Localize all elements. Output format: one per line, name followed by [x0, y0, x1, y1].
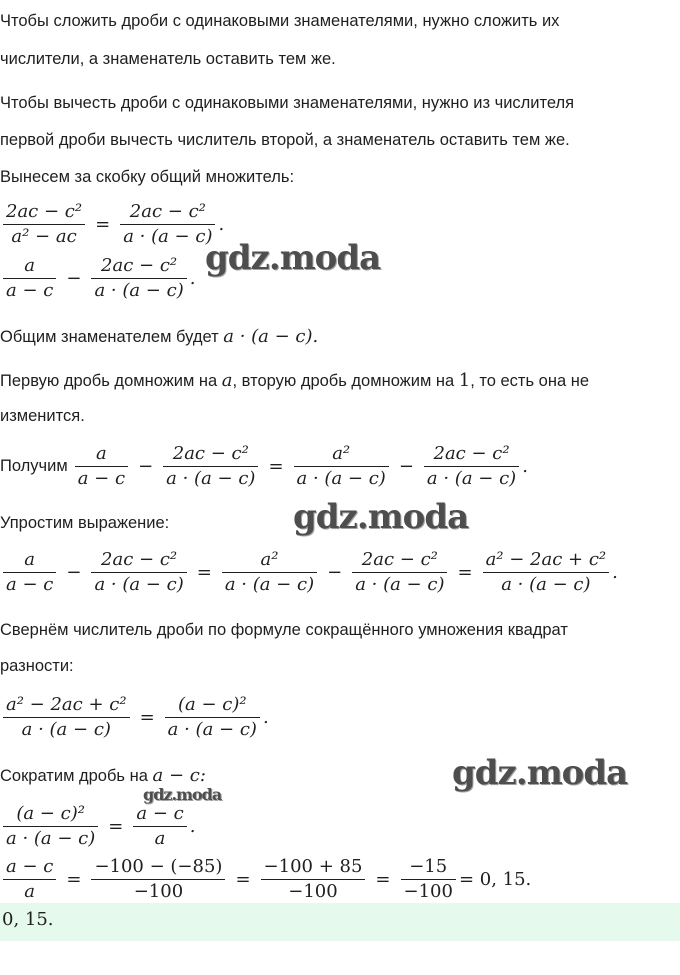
paragraph-text: Общим знаменателем будет a · (a − c). — [0, 326, 319, 347]
paragraph-text: Упростим выражение: — [0, 514, 170, 532]
equation-2: $\frac{a}{a - c}$ − $\frac{\text{2ac − c²}}{a \cdot (a - c)}$ . — [0, 254, 195, 303]
paragraph-text: Свернём числитель дроби по формуле сокращённого умножения квадрат — [0, 621, 568, 639]
equation-5: $\frac{\text{a² − 2ac + c²}}{a \cdot (a - c)}$ = $\frac{\text{(a − c)²}}{a \cdot (a - c)}$ . — [0, 693, 269, 742]
watermark-logo: gdz.moda — [205, 238, 381, 278]
paragraph-text: разности: — [0, 657, 74, 675]
watermark-logo: gdz.moda — [452, 753, 628, 793]
watermark-logo: gdz.moda — [293, 497, 469, 537]
equation-1: $\frac{\text{2ac − c²}}{\text{a² − ac}}$ = $\frac{\text{2ac − c²}}{a \cdot (a - c)}$ . — [0, 200, 224, 249]
paragraph-text: Чтобы вычесть дроби с одинаковыми знаменателями, нужно из числителя — [0, 94, 575, 112]
equation-4: $\frac{a}{a - c}$ − $\frac{\text{2ac − c²}}{a \cdot (a - c)}$ = $\frac{\text{a²}}{a \cdot (a - c)}$ − $\frac{\text{2ac − c²}}{a \cdot (a - c)}$ = $\frac{\text{a² − 2ac + c²}}{a \cdot (a - c)}$ . — [0, 548, 618, 597]
answer-box — [0, 903, 680, 941]
equation-7: $\frac{a - c}{a}$ = $\frac{-100 - (-85)}{-100}$ = $\frac{-100 + 85}{-100}$ = $\frac{-15}{-100}$ = 0, 15. — [0, 855, 538, 904]
paragraph-text: изменится. — [0, 407, 85, 425]
paragraph-text: Чтобы сложить дроби с одинаковыми знаменателями, нужно сложить их — [0, 12, 560, 30]
paragraph-text: числители, а знаменатель оставить тем же. — [0, 50, 336, 68]
paragraph-text: Первую дробь домножим на a, вторую дробь домножим на 1, то есть она не — [0, 370, 590, 391]
paragraph-text: первой дроби вычесть числитель второй, а знаменатель оставить тем же. — [0, 131, 570, 149]
equation-6: $\frac{\text{(a − c)²}}{a \cdot (a - c)}$ = $\frac{a - c}{a}$ . — [0, 802, 195, 851]
paragraph-text: Сократим дробь на a − c: — [0, 765, 206, 786]
paragraph-text: Вынесем за скобку общий множитель: — [0, 168, 295, 186]
watermark-logo-small: gdz.moda — [143, 785, 222, 804]
answer-value: 0, 15. — [2, 909, 54, 930]
equation-3: Получим $\frac{a}{a - c}$ − $\frac{\text{2ac − c²}}{a \cdot (a - c)}$ = $\frac{\text{a²}}{a \cdot (a - c)}$ − $\frac{\text{2ac − c²}}{a \cdot (a - c)}$ . — [0, 443, 528, 489]
